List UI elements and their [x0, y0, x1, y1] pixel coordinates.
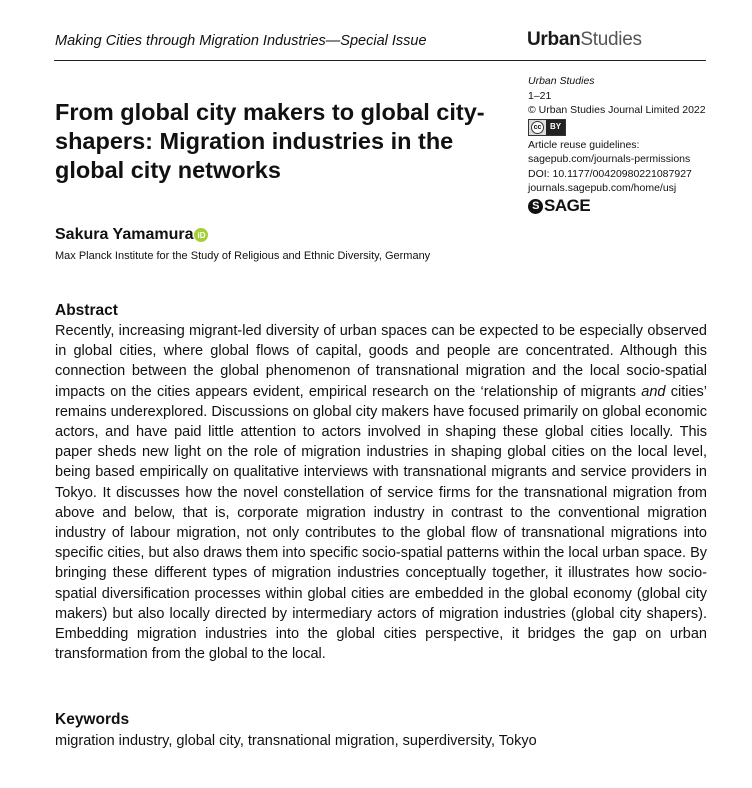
cc-by-license-icon[interactable] [528, 119, 566, 136]
keywords-heading: Keywords [55, 711, 130, 728]
abstract-text [55, 321, 707, 664]
meta-journal-link[interactable]: journals.sagepub.com/home/usj [528, 182, 677, 194]
journal-logo [527, 29, 642, 51]
meta-copyright: © Urban Studies Journal Limited 2022 [528, 104, 706, 116]
keywords-list: migration industry, global city, transnational migration, superdiversity, Tokyo [55, 733, 537, 749]
author-affiliation: Max Planck Institute for the Study of Religious and Ethnic Diversity, Germany [55, 250, 431, 262]
journal-logo-bold: Urban [527, 29, 581, 50]
meta-reuse-label: Article reuse guidelines: [528, 138, 640, 151]
meta-pages: 1–21 [528, 89, 552, 102]
abstract-text-part-1: Recently, increasing migrant-led diversity of urban spaces can be expected to be especially observed in global cities, where global flows of capital, goods and people are concentrated. Although this connection between the global phenomenon of transnational migration and the local socio-spatial impacts on the cities appears evident, empirical research on the ‘relationship of migrants [55, 323, 707, 400]
cc-icon: cc [531, 121, 544, 134]
sage-s-icon: S [528, 199, 543, 214]
orcid-icon[interactable]: iD [194, 228, 208, 242]
abstract-heading: Abstract [55, 302, 118, 319]
sage-logo-text: SAGE [544, 195, 591, 215]
sage-logo [528, 195, 728, 215]
author-name: Sakura Yamamura [55, 226, 194, 243]
abstract-text-part-2: cities’ remains underexplored. Discussions on global city makers have focused primarily on global economic actors, and have paid little attention to actors involved in shaping these global cities locally. This paper sheds new light on the role of migration industries in shaping global cities on the local level, being based empirically on qualitative interviews with transnational migrants and service providers in Tokyo. It discusses how the novel constellation of service firms for the transnational migration from above and below, that is, corporate migration industry in contrast to the conventional migration industry of labour migration, not only contributes to the global flow of transnational migrations into specific cities, but also draws them into specific socio-spatial patterns within the local urban space. By bringing these different types of migration industries conceptually together, it illustrates how socio-spatial diversification processes within global cities are embedded in the global economy (global city makers) but also locally directed by intermediary actors of migration industries (global city shapers). Embedding migration industries into the global cities perspective, it bridges the gap on urban transformation from the global to the local. [55, 383, 708, 663]
journal-logo-light: Studies [580, 29, 642, 50]
header-divider [54, 60, 706, 61]
meta-doi[interactable]: DOI: 10.1177/00420980221087927 [528, 167, 692, 180]
by-icon: BY [546, 120, 565, 135]
meta-reuse-link[interactable]: sagepub.com/journals-permissions [528, 153, 691, 165]
article-title: From global city makers to global city-shapers: Migration industries in the global city networks [55, 99, 485, 183]
abstract-text-italic: and [641, 383, 666, 400]
article-metadata [528, 74, 728, 214]
meta-journal-name: Urban Studies [528, 75, 595, 87]
author-line [55, 226, 208, 244]
special-issue-header: Making Cities through Migration Industries—Special Issue [55, 33, 427, 49]
